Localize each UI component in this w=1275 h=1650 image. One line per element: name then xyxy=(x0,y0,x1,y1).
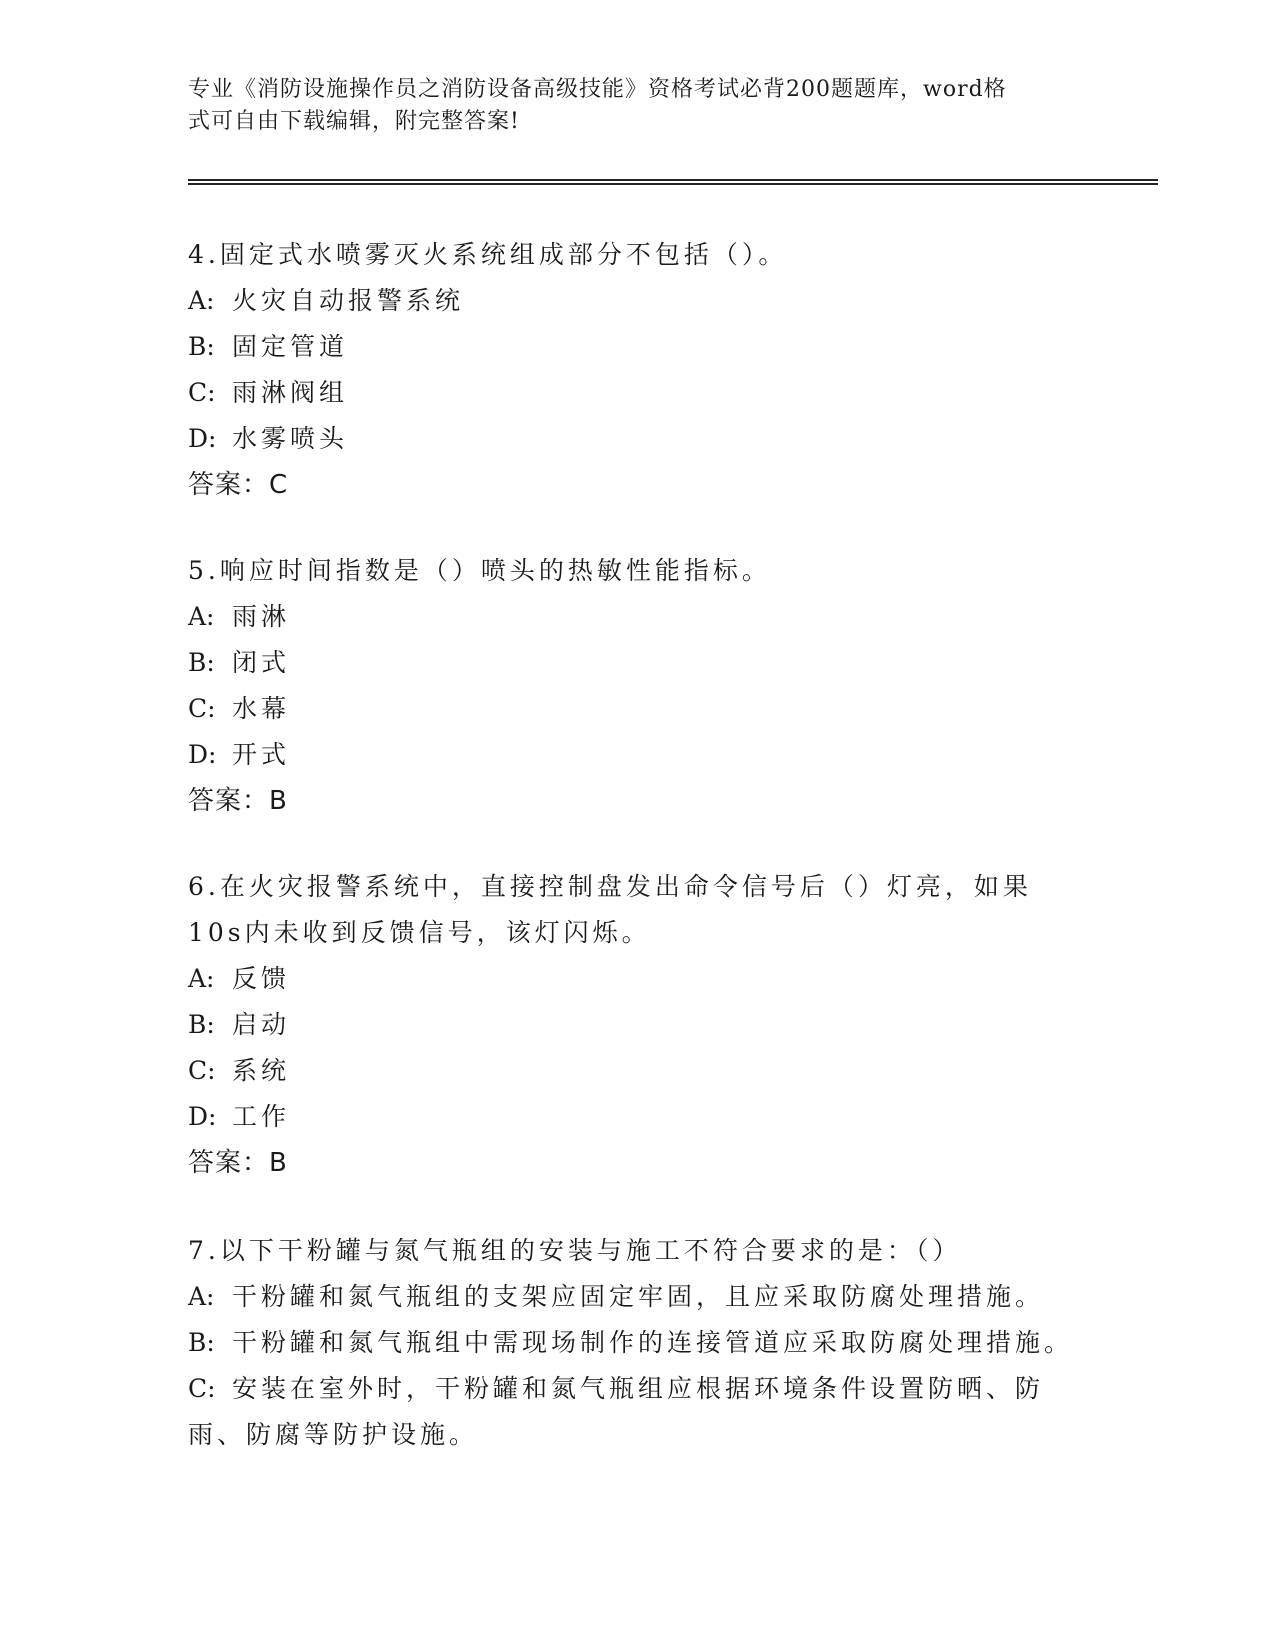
option-label: B: xyxy=(188,1010,215,1039)
option-a xyxy=(188,1274,1088,1320)
option-text: 安装在室外时，干粉罐和氮气瓶组应根据环境条件设置防晒、防雨、防腐等防护设施。 xyxy=(188,1374,1045,1449)
option-label: C: xyxy=(188,694,216,723)
option-c xyxy=(188,1048,1088,1094)
option-label: B: xyxy=(188,332,215,361)
option-text: 闭式 xyxy=(232,648,291,677)
header-divider xyxy=(188,179,1158,185)
option-text: 启动 xyxy=(232,1010,291,1039)
question-4 xyxy=(188,232,1088,508)
option-label: B: xyxy=(188,1328,215,1357)
answer: 答案：C xyxy=(188,470,289,500)
option-text: 雨淋阀组 xyxy=(232,378,349,407)
answer: 答案：B xyxy=(188,1148,288,1178)
option-text: 水幕 xyxy=(232,694,291,723)
option-label: A: xyxy=(188,1282,215,1311)
option-a xyxy=(188,278,1088,324)
page-header xyxy=(188,74,1088,138)
question-6 xyxy=(188,864,1088,1186)
option-label: D: xyxy=(188,424,217,453)
option-b xyxy=(188,1002,1088,1048)
option-b xyxy=(188,1320,1088,1366)
option-text: 开式 xyxy=(232,740,291,769)
option-d xyxy=(188,1094,1088,1140)
option-label: B: xyxy=(188,648,215,677)
question-text: 7.以下干粉罐与氮气瓶组的安装与施工不符合要求的是：（） xyxy=(188,1236,962,1265)
option-label: D: xyxy=(188,740,217,769)
option-label: A: xyxy=(188,964,215,993)
option-text: 工作 xyxy=(232,1102,291,1131)
option-label: D: xyxy=(188,1102,217,1131)
option-text: 干粉罐和氮气瓶组中需现场制作的连接管道应采取防腐处理措施。 xyxy=(232,1328,1074,1357)
option-text: 固定管道 xyxy=(232,332,349,361)
answer: 答案：B xyxy=(188,786,288,816)
option-a xyxy=(188,594,1088,640)
option-c xyxy=(188,1366,1088,1458)
option-text: 反馈 xyxy=(232,964,291,993)
option-label: C: xyxy=(188,1056,216,1085)
option-label: C: xyxy=(188,1374,216,1403)
option-text: 雨淋 xyxy=(232,602,291,631)
option-c xyxy=(188,686,1088,732)
option-text: 水雾喷头 xyxy=(232,424,349,453)
question-5 xyxy=(188,548,1088,824)
option-label: A: xyxy=(188,286,215,315)
option-text: 干粉罐和氮气瓶组的支架应固定牢固，且应采取防腐处理措施。 xyxy=(232,1282,1045,1311)
option-b xyxy=(188,640,1088,686)
option-a xyxy=(188,956,1088,1002)
question-7 xyxy=(188,1228,1088,1458)
question-text: 4.固定式水喷雾灭火系统组成部分不包括（）。 xyxy=(188,240,788,269)
option-b xyxy=(188,324,1088,370)
option-text: 火灾自动报警系统 xyxy=(232,286,465,315)
option-d xyxy=(188,416,1088,462)
option-label: A: xyxy=(188,602,215,631)
question-text: 5.响应时间指数是（）喷头的热敏性能指标。 xyxy=(188,556,771,585)
option-text: 系统 xyxy=(232,1056,291,1085)
header-line-1: 专业《消防设施操作员之消防设备高级技能》资格考试必背200题题库，word格 xyxy=(188,77,1007,102)
header-line-2: 式可自由下载编辑，附完整答案! xyxy=(188,109,520,134)
option-label: C: xyxy=(188,378,216,407)
option-d xyxy=(188,732,1088,778)
question-text: 6.在火灾报警系统中，直接控制盘发出命令信号后（）灯亮，如果10s内未收到反馈信号，该灯闪烁。 xyxy=(188,872,1032,947)
option-c xyxy=(188,370,1088,416)
